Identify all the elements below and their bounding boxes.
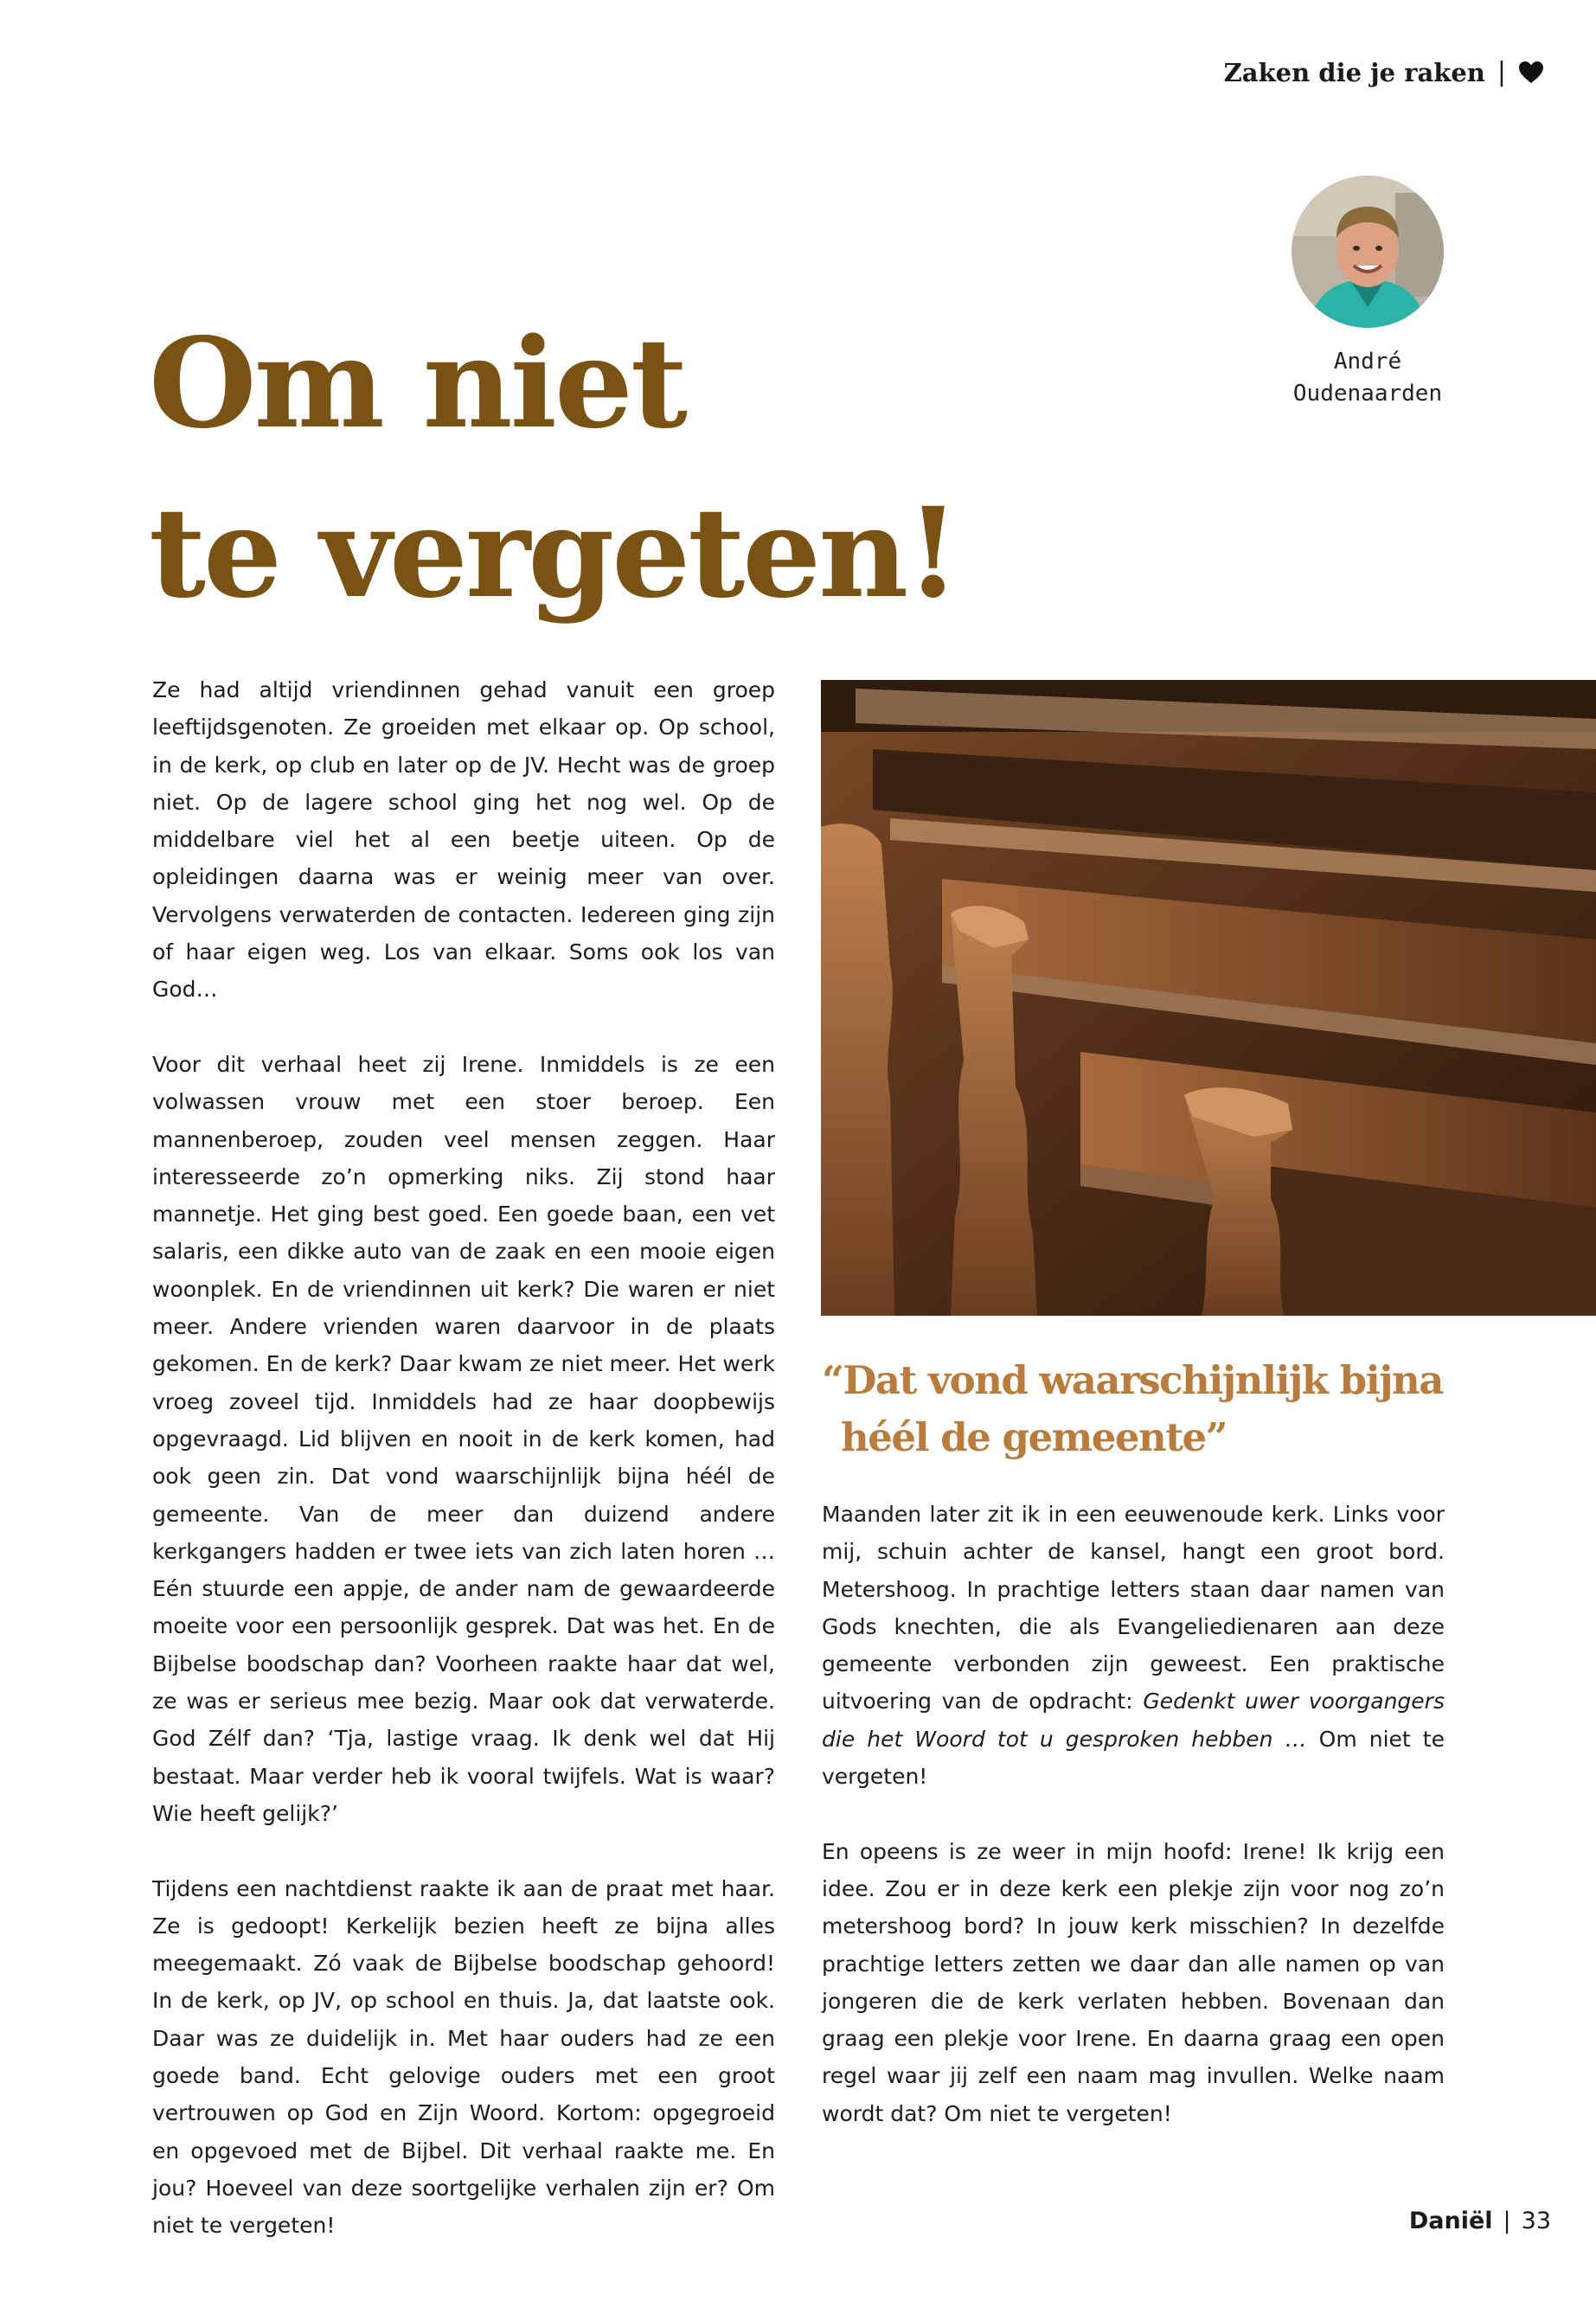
church-pews-photo <box>821 680 1596 1316</box>
right-paragraph-1 <box>822 1496 1445 1795</box>
right-paragraph-1-end: Om niet te vergeten! <box>822 1726 1445 1790</box>
heart-icon <box>1518 61 1544 84</box>
right-paragraph-1-start: Maanden later zit ik in een eeuwenoude kerk. Links voor mij, schuin achter de kansel, hangt een groot bord. Metershoog. In prachtige letters staan daar namen van Gods knechten, die als Evangeliedienaren aan deze gemeente verbonden zijn geweest. Een praktische uitvoering van de opdracht: <box>822 1502 1445 1715</box>
intro-paragraph-2: Voor dit verhaal heet zij Irene. Inmiddels is ze een volwassen vrouw met een stoer beroep. Een mannenberoep, zouden veel mensen zeggen. Haar interesseerde zo’n opmerking niks. Zij stond haar mannetje. Het ging best goed. Een goede baan, een vet salaris, een dikke auto van de zaak en een mooie eigen woonplek. En de vriendinnen uit kerk? Die waren er niet meer. Andere vrienden waren daarvoor in de plaats gekomen. En de kerk? Daar kwam ze niet meer. Het werk vroeg zoveel tijd. Inmiddels had ze haar doopbewijs opgevraagd. Lid blijven en nooit in de kerk komen, had ook geen zin. Dat vond waarschijnlijk bijna héél de gemeente. Van de meer dan duizend andere kerkgangers hadden er twee iets van zich laten horen … Eén stuurde een appje, de ander nam de gewaardeerde moeite voor een persoonlijk gesprek. Dat was het. En de Bijbelse boodschap dan? Voorheen raakte haar dat wel, ze was er serieus mee bezig. Maar ook dat verwaterde. God Zélf dan? ‘Tja, lastige vraag. Ik denk wel dat Hij bestaat. Maar verder heb ik vooral twijfels. Wat is waar? Wie heeft gelijk?’ <box>152 1051 775 1826</box>
pull-quote-line-2: héél de gemeente” <box>841 1414 1227 1460</box>
bible-quote: Gedenkt uwer voorgangers die het Woord tot u gesproken hebben … <box>822 1689 1445 1752</box>
magazine-name: Daniël <box>1408 2208 1493 2234</box>
section-header <box>1224 57 1544 87</box>
footer-separator: | <box>1503 2208 1511 2234</box>
header-separator: | <box>1497 57 1506 87</box>
pull-quote <box>822 1352 1497 1466</box>
author-last-name: Oudenaarden <box>1292 381 1443 407</box>
left-column <box>152 671 775 2282</box>
article-title <box>149 298 958 638</box>
right-column <box>822 1496 1445 2170</box>
pull-quote-line-1: “Dat vond waarschijnlijk bijna <box>822 1357 1443 1403</box>
author-avatar <box>1292 176 1444 328</box>
right-paragraph-2: En opeens is ze weer in mijn hoofd: Irene! Ik krijg een idee. Zou er in deze kerk een plekje zijn voor nog zo’n metershoog bord? In jouw kerk misschien? In dezelfde prachtige letters zetten we daar dan alle namen op van jongeren die de kerk verlaten hebben. Bovenaan dan graag een plekje voor Irene. En daarna graag een open regel waar jij zelf een naam mag invullen. Welke naam wordt dat? Om niet te vergeten! <box>822 1838 1445 2126</box>
intro-paragraph-1: Ze had altijd vriendinnen gehad vanuit een groep leeftijdsgenoten. Ze groeiden met elkaar op. Op school, in de kerk, op club en later op de JV. Hecht was de groep niet. Op de lagere school ging het nog wel. Op de middelbare viel het al een beetje uiteen. Op de opleidingen daarna was er weinig meer van over. Vervolgens verwaterden de contacten. Iedereen ging zijn of haar eigen weg. Los van elkaar. Soms ook los van God… <box>152 677 775 1003</box>
title-line-1: Om niet <box>149 311 685 456</box>
section-title: Zaken die je raken <box>1223 57 1485 87</box>
page-footer <box>1409 2208 1551 2234</box>
intro-paragraph-3: Tijdens een nachtdienst raakte ik aan de praat met haar. Ze is gedoopt! Kerkelijk bezien heeft ze bijna alles meegemaakt. Zó vaak de Bijbelse boodschap gehoord! In de kerk, op JV, op school en thuis. Ja, dat laatste ook. Daar was ze duidelijk in. Met haar ouders had ze een goede band. Echt gelovige ouders met een groot vertrouwen op God en Zijn Woord. Kortom: opgegroeid en opgevoed met de Bijbel. Dit verhaal raakte me. En jou? Hoeveel van deze soortgelijke verhalen zijn er? Om niet te vergeten! <box>152 1875 775 2239</box>
title-line-2: te vergeten! <box>149 480 958 625</box>
author-first-name: André <box>1333 349 1402 375</box>
page-number: 33 <box>1521 2208 1551 2234</box>
author-name <box>1246 346 1490 410</box>
